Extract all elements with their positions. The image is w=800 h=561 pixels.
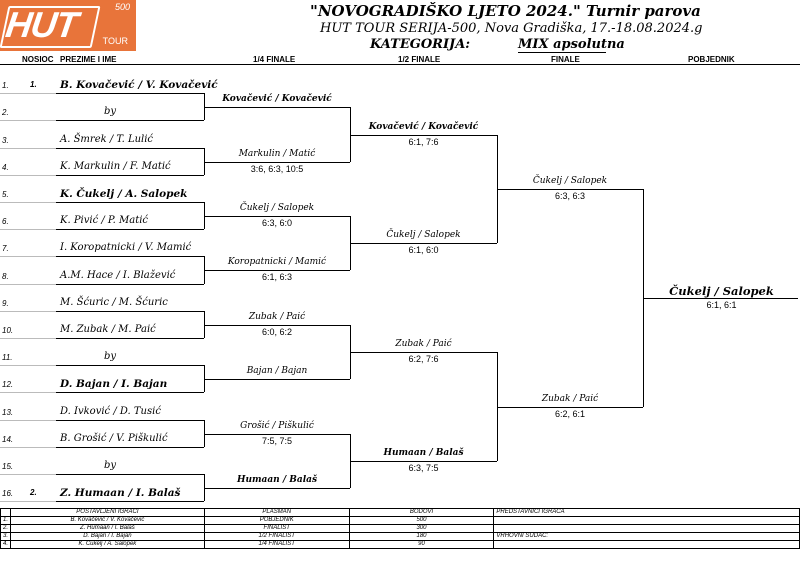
footer-row-name: K. Čukelj / A. Salopek bbox=[11, 541, 205, 549]
column-header-qf: 1/4 FINALE bbox=[253, 55, 296, 64]
qf-winner: Humaan / Balaš bbox=[236, 475, 318, 485]
final-score: 6:3, 6:3 bbox=[554, 191, 586, 201]
entry-line bbox=[56, 175, 204, 176]
draw-position: 9. bbox=[2, 299, 9, 308]
entry-line bbox=[56, 474, 204, 475]
finalist: Zubak / Paić bbox=[541, 394, 599, 404]
footer-row-place: POBJEDNIK bbox=[204, 517, 349, 525]
qf-score: 6:1, 6:3 bbox=[261, 272, 293, 282]
qf-score: 3:6, 6:3, 10:5 bbox=[250, 164, 304, 174]
player-pair: K. Pivić / P. Matić bbox=[60, 215, 149, 226]
sf-winner: Zubak / Paić bbox=[395, 339, 452, 349]
qf-score: 7:5, 7:5 bbox=[261, 436, 293, 446]
player-pair: D. Bajan / I. Bajan bbox=[60, 378, 168, 390]
qf-line bbox=[204, 216, 350, 217]
row-divider bbox=[0, 311, 56, 312]
footer-row-name: Z. Humaan / I. Balaš bbox=[11, 525, 205, 533]
footer-row-extra bbox=[494, 525, 800, 533]
entry-line bbox=[56, 229, 204, 230]
footer-row-place: 1/2 FINALIST bbox=[204, 533, 349, 541]
sf-score: 6:2, 7:6 bbox=[408, 354, 439, 364]
footer-row-num: 1. bbox=[1, 517, 11, 525]
draw-position: 15. bbox=[2, 462, 14, 471]
entry-line bbox=[56, 365, 204, 366]
category-value: MIX apsolutna bbox=[518, 37, 625, 52]
row-divider bbox=[0, 365, 56, 366]
footer-row-points: 300 bbox=[349, 525, 494, 533]
draw-position: 1. bbox=[2, 81, 9, 90]
footer-header-players: POSTAVLJENI IGRAČI bbox=[11, 509, 205, 517]
footer-row-extra: VRHOVNI SUDAC: bbox=[494, 533, 800, 541]
footer-row-name: D. Bajan / I. Bajan bbox=[11, 533, 205, 541]
sf-score: 6:1, 7:6 bbox=[408, 137, 439, 147]
tournament-winner: Čukelj / Salopek bbox=[669, 284, 774, 298]
header-underline bbox=[0, 64, 800, 65]
column-header-winner: POBJEDNIK bbox=[688, 55, 735, 64]
sf-line bbox=[350, 135, 497, 136]
qf-winner: Koropatnicki / Mamić bbox=[227, 257, 327, 267]
player-pair: B. Grošić / V. Piškulić bbox=[60, 433, 168, 444]
qf-score: 6:0, 6:2 bbox=[261, 327, 293, 337]
column-header-seed: NOSIOC bbox=[22, 55, 54, 64]
entry-line bbox=[56, 311, 204, 312]
draw-position: 16. bbox=[2, 489, 14, 498]
draw-position: 13. bbox=[2, 408, 14, 417]
player-pair: Z. Humaan / I. Balaš bbox=[60, 487, 181, 499]
footer-row-points: 90 bbox=[349, 541, 494, 549]
footer-row-extra bbox=[494, 517, 800, 525]
entry-line bbox=[56, 93, 204, 94]
sf-line bbox=[350, 352, 497, 353]
qf-line bbox=[204, 434, 350, 435]
row-divider bbox=[0, 474, 56, 475]
footer-row-points: 180 bbox=[349, 533, 494, 541]
column-header-sf: 1/2 FINALE bbox=[398, 55, 441, 64]
qf-line bbox=[204, 325, 350, 326]
seed-number: 1. bbox=[30, 80, 37, 89]
row-divider bbox=[0, 447, 56, 448]
player-pair: by bbox=[104, 351, 117, 362]
footer-row-extra bbox=[494, 541, 800, 549]
entry-line bbox=[56, 148, 204, 149]
qf-winner: Bajan / Bajan bbox=[246, 366, 308, 376]
player-pair: B. Kovačević / V. Kovačević bbox=[60, 79, 218, 91]
entry-line bbox=[56, 447, 204, 448]
entry-line bbox=[56, 420, 204, 421]
qf-line bbox=[204, 270, 350, 271]
qf-line bbox=[204, 162, 350, 163]
draw-position: 6. bbox=[2, 217, 9, 226]
player-pair: M. Šćuric / M. Šćuric bbox=[60, 297, 168, 308]
row-divider bbox=[0, 501, 56, 502]
footer-header-reps: PREDSTAVNICI IGRAČA bbox=[494, 509, 800, 517]
row-divider bbox=[0, 420, 56, 421]
row-divider bbox=[0, 120, 56, 121]
player-pair: K. Čukelj / A. Salopek bbox=[60, 188, 188, 200]
draw-position: 10. bbox=[2, 326, 14, 335]
row-divider bbox=[0, 338, 56, 339]
qf-line bbox=[204, 488, 350, 489]
player-pair: K. Markulin / F. Matić bbox=[60, 161, 171, 172]
finalist: Čukelj / Salopek bbox=[532, 176, 608, 186]
page-subtitle: HUT TOUR SERIJA-500, Nova Gradiška, 17.-18.08.2024.g bbox=[320, 21, 703, 36]
player-pair: M. Zubak / M. Paić bbox=[60, 324, 156, 335]
sf-winner: Čukelj / Salopek bbox=[386, 230, 461, 240]
sf-winner: Humaan / Balaš bbox=[383, 448, 464, 458]
entry-line bbox=[56, 202, 204, 203]
results-table bbox=[0, 508, 800, 561]
sf-line bbox=[350, 461, 497, 462]
qf-winner: Grošić / Piškulić bbox=[240, 421, 314, 431]
footer-row-place: FINALIST bbox=[204, 525, 349, 533]
footer-row-points: 500 bbox=[349, 517, 494, 525]
player-pair: by bbox=[104, 106, 117, 117]
player-pair: by bbox=[104, 460, 117, 471]
player-pair: D. Ivković / D. Tusić bbox=[60, 406, 161, 417]
player-pair: A.M. Hace / I. Blažević bbox=[60, 270, 176, 281]
sf-score: 6:1, 6:0 bbox=[408, 245, 439, 255]
footer-row-num: 3. bbox=[1, 533, 11, 541]
final-score: 6:2, 6:1 bbox=[554, 409, 586, 419]
footer-row-name: B. Kovačević / V. Kovačević bbox=[11, 517, 205, 525]
row-divider bbox=[0, 256, 56, 257]
draw-position: 2. bbox=[2, 108, 9, 117]
draw-position: 12. bbox=[2, 380, 14, 389]
entry-line bbox=[56, 256, 204, 257]
final-line bbox=[497, 189, 643, 190]
column-header-final: FINALE bbox=[551, 55, 580, 64]
footer-row-place: 1/4 FINALIST bbox=[204, 541, 349, 549]
winner-score: 6:1, 6:1 bbox=[706, 300, 737, 310]
logo-tour: TOUR bbox=[102, 36, 128, 46]
final-line bbox=[497, 407, 643, 408]
draw-position: 8. bbox=[2, 272, 9, 281]
row-divider bbox=[0, 93, 56, 94]
qf-winner: Markulin / Matić bbox=[238, 149, 316, 159]
hut-tour-logo bbox=[0, 0, 136, 51]
logo-text: HUT bbox=[3, 4, 80, 45]
logo-number: 500 bbox=[114, 2, 130, 12]
sf-line bbox=[350, 243, 497, 244]
footer-row-num: 4. bbox=[1, 541, 11, 549]
qf-winner: Kovačević / Kovačević bbox=[222, 94, 332, 104]
qf-score: 6:3, 6:0 bbox=[261, 218, 293, 228]
page-title: "NOVOGRADIŠKO LJETO 2024." Turnir parova bbox=[310, 2, 701, 20]
draw-position: 5. bbox=[2, 190, 9, 199]
entry-line bbox=[56, 338, 204, 339]
seed-number: 2. bbox=[30, 488, 37, 497]
draw-position: 4. bbox=[2, 163, 9, 172]
qf-winner: Čukelj / Salopek bbox=[239, 203, 315, 213]
sf-winner: Kovačević / Kovačević bbox=[368, 122, 479, 132]
entry-line bbox=[56, 501, 204, 502]
row-divider bbox=[0, 392, 56, 393]
footer-header-place: PLASMAN bbox=[204, 509, 349, 517]
entry-line bbox=[56, 120, 204, 121]
footer-header-points: BODOVI bbox=[349, 509, 494, 517]
column-header-name: PREZIME I IME bbox=[60, 55, 117, 64]
draw-position: 7. bbox=[2, 244, 9, 253]
footer-row-num: 2. bbox=[1, 525, 11, 533]
qf-line bbox=[204, 379, 350, 380]
draw-position: 14. bbox=[2, 435, 14, 444]
player-pair: I. Koropatnicki / V. Mamić bbox=[60, 242, 192, 253]
draw-position: 3. bbox=[2, 136, 9, 145]
winner-line bbox=[643, 298, 798, 299]
entry-line bbox=[56, 284, 204, 285]
row-divider bbox=[0, 148, 56, 149]
sf-score: 6:3, 7:5 bbox=[408, 463, 439, 473]
player-pair: A. Šmrek / T. Lulić bbox=[60, 134, 154, 145]
entry-line bbox=[56, 392, 204, 393]
row-divider bbox=[0, 202, 56, 203]
row-divider bbox=[0, 175, 56, 176]
category-label: KATEGORIJA: bbox=[370, 37, 471, 52]
row-divider bbox=[0, 229, 56, 230]
row-divider bbox=[0, 284, 56, 285]
qf-line bbox=[204, 107, 350, 108]
qf-winner: Zubak / Paić bbox=[248, 312, 306, 322]
draw-position: 11. bbox=[2, 353, 13, 362]
